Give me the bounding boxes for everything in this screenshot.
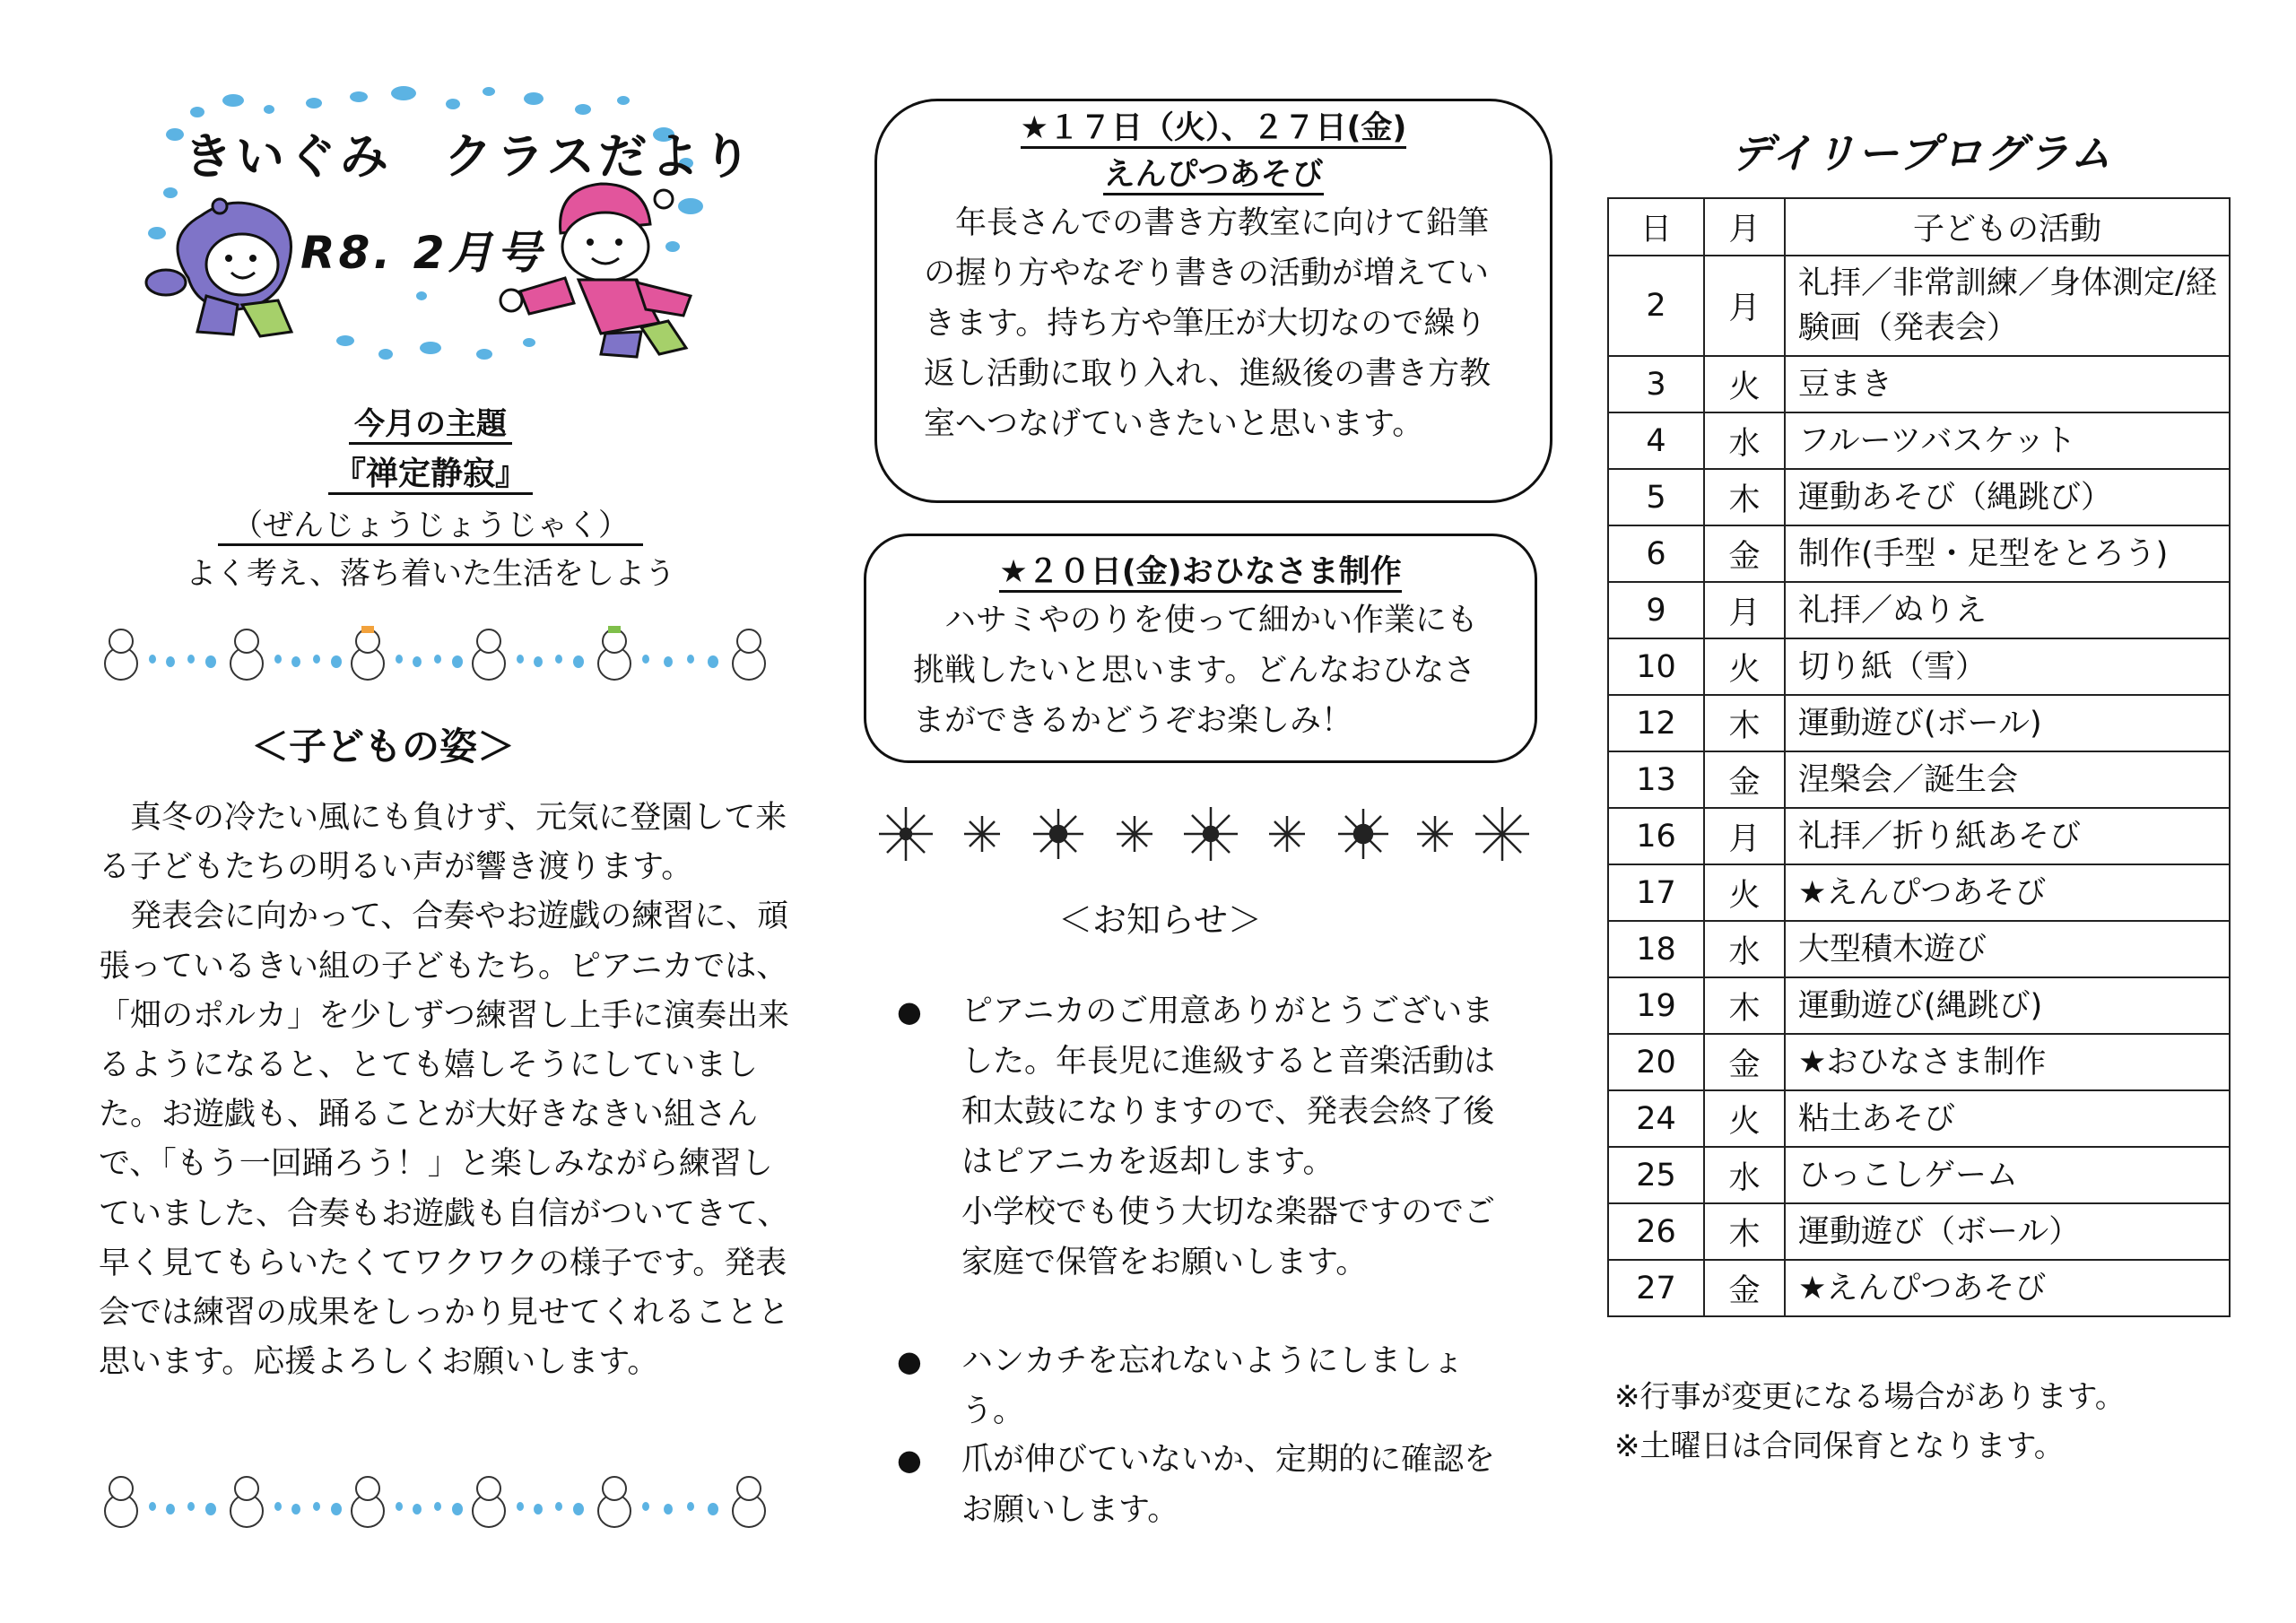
table-row: [1608, 921, 2230, 977]
theme-reading: [117, 500, 744, 544]
table-row: [1608, 1090, 2230, 1147]
table-row: [1608, 977, 2230, 1034]
daily-program-table: [1607, 197, 2231, 1317]
activity-cell: 粘土あそび: [1785, 1090, 2230, 1147]
program-note: ※行事が変更になる場合があります。: [1614, 1379, 2126, 1415]
event-hina-body: ハサミやのりを使って細かい作業にも挑戦したいと思います。どんなおひなさまができるかどうぞお楽しみ！: [913, 603, 1479, 739]
activity-cell: 大型積木遊び: [1785, 921, 2230, 977]
day-cell: 4: [1608, 412, 1704, 469]
daily-program-rows: [1608, 256, 2230, 1316]
activity-cell: ひっこしゲーム: [1785, 1147, 2230, 1203]
table-row: [1608, 256, 2230, 356]
table-header-row: [1608, 198, 2230, 256]
daily-program-title: デイリープログラム: [1731, 129, 2114, 178]
weekday-cell: 金: [1704, 525, 1785, 582]
bullet-icon: ●: [897, 1443, 922, 1477]
event-hina-box: [864, 534, 1537, 763]
table-row: [1608, 638, 2230, 695]
day-cell: 17: [1608, 864, 1704, 921]
event-pencil-box: [874, 99, 1552, 503]
weekday-cell: 水: [1704, 412, 1785, 469]
event-pencil-heading-dates: [877, 105, 1550, 152]
event-pencil-title-text: えんぴつあそび: [1103, 157, 1323, 195]
day-cell: 10: [1608, 638, 1704, 695]
column-header-day: 日: [1608, 198, 1704, 256]
newsletter-title: きいぐみ クラスだより: [184, 128, 755, 185]
activity-cell: 運動遊び(縄跳び): [1785, 977, 2230, 1034]
purple-character-illustration: [146, 199, 291, 336]
table-row: [1608, 469, 2230, 525]
day-cell: 25: [1608, 1147, 1704, 1203]
table-row: [1608, 582, 2230, 638]
day-cell: 5: [1608, 469, 1704, 525]
table-row: [1608, 1260, 2230, 1316]
activity-cell: 運動遊び(ボール): [1785, 695, 2230, 751]
theme-name: [117, 448, 744, 494]
day-cell: 16: [1608, 808, 1704, 864]
bullet-icon: ●: [897, 994, 922, 1028]
day-cell: 9: [1608, 582, 1704, 638]
day-cell: 6: [1608, 525, 1704, 582]
event-hina-heading: [866, 549, 1535, 595]
weekday-cell: 火: [1704, 1090, 1785, 1147]
weekday-cell: 金: [1704, 751, 1785, 808]
table-row: [1608, 525, 2230, 582]
day-cell: 12: [1608, 695, 1704, 751]
day-cell: 26: [1608, 1203, 1704, 1260]
snowflake-divider: [870, 789, 1534, 879]
activity-cell: 運動遊び（ボール）: [1785, 1203, 2230, 1260]
day-cell: 18: [1608, 921, 1704, 977]
table-row: [1608, 864, 2230, 921]
weekday-cell: 月: [1704, 808, 1785, 864]
day-cell: 13: [1608, 751, 1704, 808]
weekday-cell: 木: [1704, 469, 1785, 525]
table-row: [1608, 1147, 2230, 1203]
weekday-cell: 木: [1704, 1203, 1785, 1260]
theme-description: よく考え、落ち着いた生活をしよう: [185, 556, 676, 592]
activity-cell: 切り紙（雪）: [1785, 638, 2230, 695]
notice-heading: ＜お知らせ＞: [1058, 900, 1262, 940]
bullet-icon: ●: [897, 1344, 922, 1378]
theme-name-text: 『禅定静寂』: [328, 456, 533, 495]
weekday-cell: 木: [1704, 977, 1785, 1034]
notice-text: ピアニカのご用意ありがとうございました。年長児に進級すると音楽活動は和太鼓になりますので、発表会終了後はピアニカを返却します。 小学校でも使う大切な楽器ですのでご家庭で保管をお願いします。: [961, 994, 1496, 1280]
theme-label: [117, 399, 744, 443]
event-pencil-dates-text: ★１７日（火）、２７日(金): [1021, 110, 1407, 149]
notice-item: [897, 1336, 1507, 1436]
column-header-activity: 子どもの活動: [1785, 198, 2230, 256]
weekday-cell: 火: [1704, 864, 1785, 921]
activity-cell: 豆まき: [1785, 356, 2230, 412]
day-cell: 20: [1608, 1034, 1704, 1090]
weekday-cell: 木: [1704, 695, 1785, 751]
notice-item: [897, 986, 1507, 1288]
event-hina-heading-text: ★２０日(金)おひなさま制作: [999, 554, 1401, 593]
issue-label: R8. 2月号: [300, 227, 545, 279]
activity-cell: 礼拝／非常訓練／身体測定/経験画（発表会）: [1785, 256, 2230, 356]
weekday-cell: 火: [1704, 638, 1785, 695]
weekday-cell: 金: [1704, 1260, 1785, 1316]
kids-paragraph: 真冬の冷たい風にも負けず、元気に登園して来る子どもたちの明るい声が響き渡ります。: [99, 800, 787, 886]
weekday-cell: 金: [1704, 1034, 1785, 1090]
program-note: ※土曜日は合同保育となります。: [1614, 1428, 2065, 1464]
theme-reading-text: （ぜんじょうじょうじゃく）: [218, 508, 643, 546]
activity-cell: ★えんぴつあそび: [1785, 864, 2230, 921]
column-header-weekday: 月: [1704, 198, 1785, 256]
day-cell: 27: [1608, 1260, 1704, 1316]
activity-cell: 礼拝／ぬりえ: [1785, 582, 2230, 638]
weekday-cell: 月: [1704, 582, 1785, 638]
kids-section-body: [99, 794, 798, 1387]
kids-section-heading: ＜子どもの姿＞: [251, 725, 516, 768]
weekday-cell: 月: [1704, 256, 1785, 356]
table-row: [1608, 751, 2230, 808]
day-cell: 3: [1608, 356, 1704, 412]
day-cell: 19: [1608, 977, 1704, 1034]
table-row: [1608, 808, 2230, 864]
activity-cell: 運動あそび（縄跳び）: [1785, 469, 2230, 525]
theme-label-text: 今月の主題: [349, 406, 512, 445]
day-cell: 2: [1608, 256, 1704, 356]
snowman-border-top: [94, 619, 785, 699]
activity-cell: 制作(手型・足型をとろう): [1785, 525, 2230, 582]
snowman-border-bottom: [94, 1466, 785, 1547]
weekday-cell: 火: [1704, 356, 1785, 412]
weekday-cell: 水: [1704, 1147, 1785, 1203]
event-pencil-body: 年長さんでの書き方教室に向けて鉛筆の握り方やなぞり書きの活動が増えていきます。持ち方や筆圧が大切なので繰り返し活動に取り入れ、進級後の書き方教室へつなげていきたいと思います。: [924, 205, 1492, 442]
notice-text: 爪が伸びていないか、定期的に確認をお願いします。: [961, 1442, 1496, 1528]
table-row: [1608, 695, 2230, 751]
activity-cell: ★えんぴつあそび: [1785, 1260, 2230, 1316]
activity-cell: ★おひなさま制作: [1785, 1034, 2230, 1090]
table-row: [1608, 1034, 2230, 1090]
event-pencil-heading-title: [877, 152, 1550, 198]
table-row: [1608, 1203, 2230, 1260]
activity-cell: フルーツバスケット: [1785, 412, 2230, 469]
day-cell: 24: [1608, 1090, 1704, 1147]
activity-cell: 涅槃会／誕生会: [1785, 751, 2230, 808]
activity-cell: 礼拝／折り紙あそび: [1785, 808, 2230, 864]
table-row: [1608, 412, 2230, 469]
weekday-cell: 水: [1704, 921, 1785, 977]
notice-item: [897, 1435, 1507, 1535]
kids-paragraph: 発表会に向かって、合奏やお遊戯の練習に、頑張っているきい組の子どもたち。ピアニカでは、「畑のポルカ」を少しずつ練習し上手に演奏出来るようになると、とても嬉しそうにしていました。お遊戯も、踊ることが大好きなきい組さんで、「もう一回踊ろう！」と楽しみながら練習していました、合奏もお遊戯も自信がついてきて、早く見てもらいたくてワクワクの様子です。発表会では練習の成果をしっかり見せてくれることと思います。応援よろしくお願いします。: [99, 898, 790, 1381]
notice-text: ハンカチを忘れないようにしましょう。: [961, 1343, 1465, 1429]
table-row: [1608, 356, 2230, 412]
